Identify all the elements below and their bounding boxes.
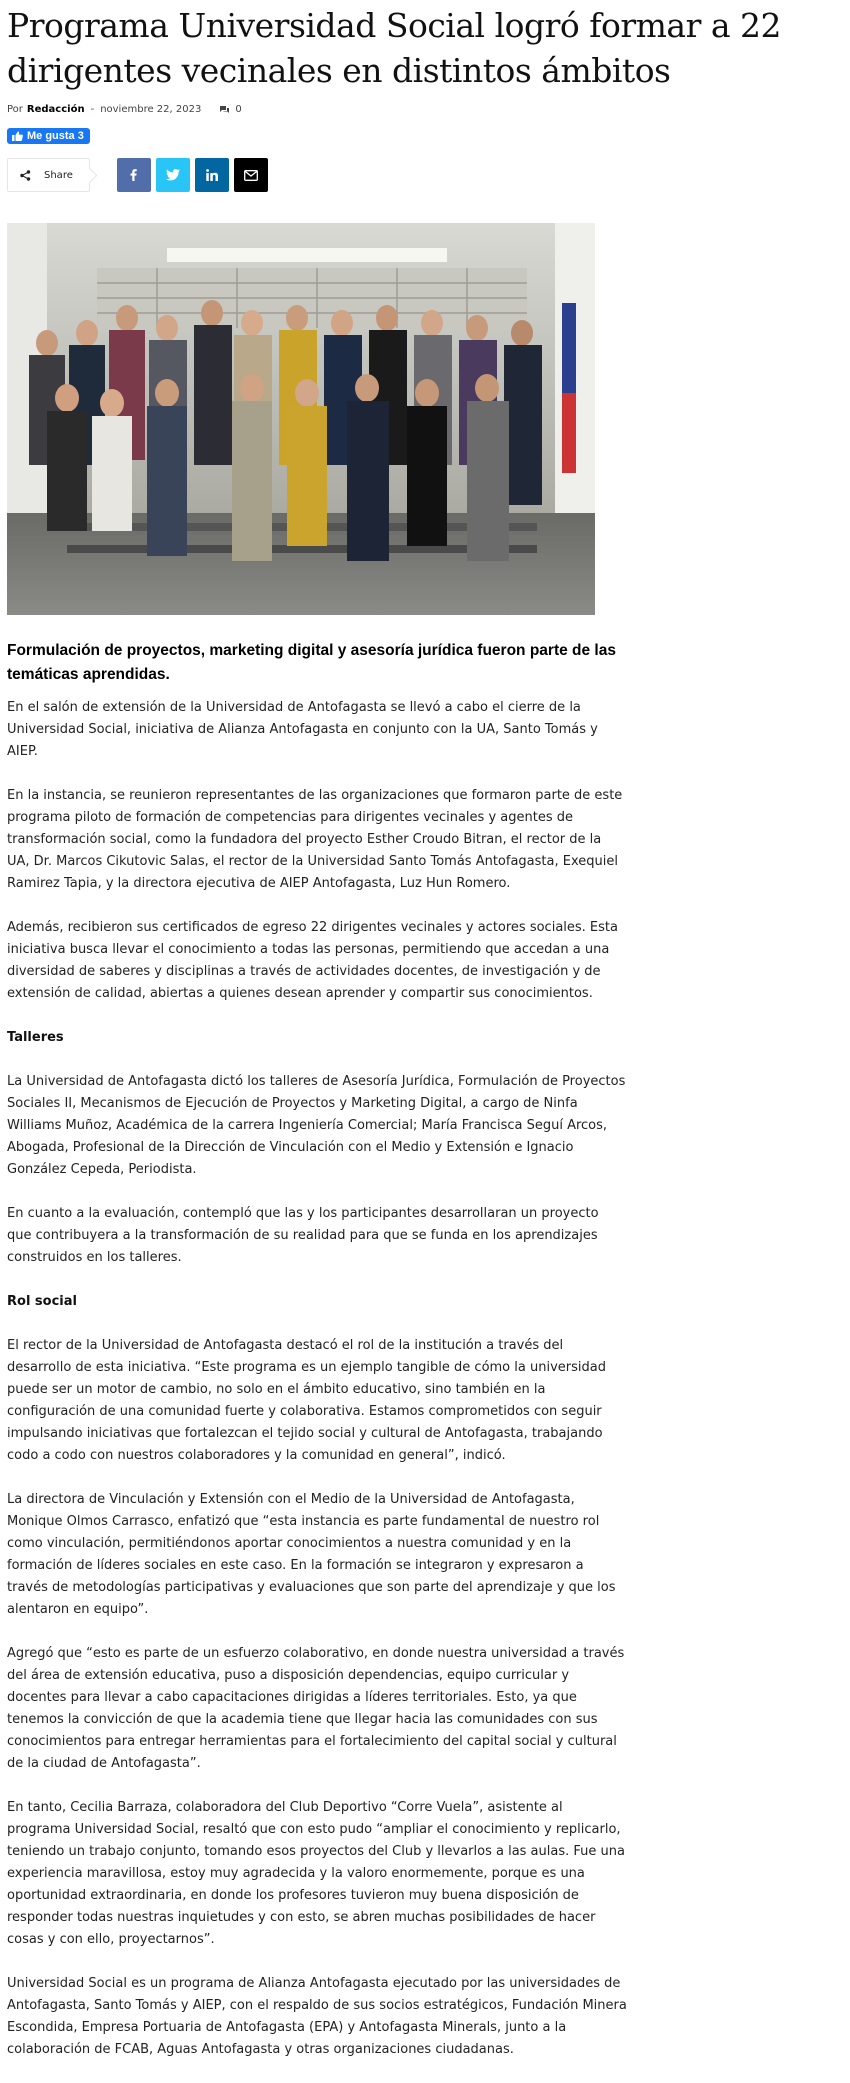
facebook-like-button[interactable] bbox=[7, 128, 90, 144]
facebook-like-label: Me gusta 3 bbox=[27, 130, 84, 142]
paragraph-2: En la instancia, se reunieron representantes de las organizaciones que formaron parte de este programa piloto de formación de competencias para dirigentes vecinales y agentes de transformación social, como la fundadora del proyecto Esther Croudo Bitran, el rector de la UA, Dr. Marcos Cikutovic Salas, el rector de la Universidad Santo Tomás Antofagasta, Exequiel Ramirez Tapia, y la directora ejecutiva de AIEP Antofagasta, Luz Hun Romero. bbox=[7, 788, 623, 891]
paragraph-1: En el salón de extensión de la Universidad de Antofagasta se llevó a cabo el cierre de la Universidad Social, iniciativa de Alianza Antofagasta en conjunto con la UA, Santo Tomás y AIEP. bbox=[7, 700, 598, 759]
article-subtitle: Formulación de proyectos, marketing digital y asesoría jurídica fueron parte de las temáticas aprendidas. bbox=[7, 642, 616, 683]
twitter-share-button[interactable] bbox=[156, 158, 190, 192]
thumbs-up-icon bbox=[12, 131, 23, 141]
email-share-button[interactable] bbox=[234, 158, 268, 192]
linkedin-share-button[interactable] bbox=[195, 158, 229, 192]
linkedin-icon bbox=[206, 169, 218, 181]
article-photo bbox=[7, 223, 595, 615]
publish-date: noviembre 22, 2023 bbox=[100, 103, 202, 115]
paragraph-9: En tanto, Cecilia Barraza, colaboradora del Club Deportivo “Corre Vuela”, asistente al programa Universidad Social, resaltó que con esto pudo “ampliar el conocimiento y replicarlo, teniendo un trabajo conjunto, tomando esos proyectos del Club y llevarlos a las aulas. Fue una experiencia maravillosa, estoy muy agradecida y la valoro enormemente, porque es una oportunidad extraordinaria, en donde los profesores tuvieron muy buena disposición de responder todas nuestras inquietudes y con esto, se abren muchas posibilidades de hacer cosas y con ello, proyectarnos”. bbox=[7, 1800, 625, 1947]
facebook-icon bbox=[130, 169, 137, 181]
article-title: Programa Universidad Social logró formar a 22 dirigentes vecinales en distintos ámbitos bbox=[7, 6, 781, 90]
paragraph-8: Agregó que “esto es parte de un esfuerzo colaborativo, en donde nuestra universidad a través del área de extensión educativa, puso a disposición dependencias, equipo curricular y docentes para llevar a cabo capacitaciones dirigidas a líderes territoriales. Esto, ya que tenemos la convicción de que la academia tiene que llegar hacia las comunidades con sus conocimientos para entregar herramientas para el fortalecimiento del capital social y cultural de la ciudad de Antofagasta”. bbox=[7, 1646, 625, 1771]
author-link[interactable]: Redacción bbox=[26, 103, 85, 115]
article bbox=[7, 0, 843, 2083]
twitter-icon bbox=[166, 169, 180, 181]
meta-by: Por bbox=[7, 103, 23, 115]
share-icon bbox=[20, 170, 31, 181]
section-heading-rol-social: Rol social bbox=[7, 1294, 77, 1309]
paragraph-7: La directora de Vinculación y Extensión con el Medio de la Universidad de Antofagasta, Monique Olmos Carrasco, enfatizó que “esta instancia es parte fundamental de nuestro rol como vinculación, permitiéndonos aportar conocimientos a nuestra comunidad y en la formación de líderes sociales en este caso. En la formación se integraron y expresaron a través de metodologías participativas y evaluaciones que son parte del aprendizaje y que los alentaron en equipo”. bbox=[7, 1492, 616, 1617]
share-bar bbox=[7, 158, 843, 192]
section-heading-talleres: Talleres bbox=[7, 1030, 64, 1045]
paragraph-3: Además, recibieron sus certificados de egreso 22 dirigentes vecinales y actores sociales. Esta iniciativa busca llevar el conocimiento a todas las personas, permitiendo que accedan a una diversidad de saberes y disciplinas a través de actividades docentes, de investigación y de extensión de calidad, abiertas a quienes desean aprender y compartir sus conocimientos. bbox=[7, 920, 618, 1001]
share-button[interactable] bbox=[7, 158, 90, 192]
article-meta bbox=[7, 101, 843, 117]
share-label: Share bbox=[44, 169, 73, 181]
group-photo-image bbox=[7, 223, 595, 615]
facebook-share-button[interactable] bbox=[117, 158, 151, 192]
comment-icon bbox=[219, 105, 230, 114]
paragraph-10: Universidad Social es un programa de Alianza Antofagasta ejecutado por las universidades de Antofagasta, Santo Tomás y AIEP, con el respaldo de sus socios estratégicos, Fundación Minera Escondida, Empresa Portuaria de Antofagasta (EPA) y Antofagasta Minerals, junto a la colaboración de FCAB, Aguas Antofagasta y otras organizaciones ciudadanas. bbox=[7, 1976, 627, 2057]
paragraph-5: En cuanto a la evaluación, contempló que las y los participantes desarrollaran un proyecto que contribuyera a la transformación de su realidad para que se funda en los aprendizajes construidos en los talleres. bbox=[7, 1206, 599, 1265]
email-icon bbox=[244, 170, 258, 181]
comments-link[interactable] bbox=[219, 104, 241, 115]
paragraph-6: El rector de la Universidad de Antofagasta destacó el rol de la institución a través del desarrollo de esta iniciativa. “Este programa es un ejemplo tangible de cómo la universidad puede ser un motor de cambio, no solo en el ámbito educativo, sino también en la configuración de una comunidad fuerte y colaborativa. Estamos comprometidos con seguir impulsando iniciativas que fortalezcan el tejido social y cultural de Antofagasta, trabajando codo a codo con nuestros colaboradores y la comunidad en general”, indicó. bbox=[7, 1338, 606, 1463]
article-body bbox=[7, 697, 627, 2061]
meta-separator: - bbox=[90, 103, 95, 115]
paragraph-4: La Universidad de Antofagasta dictó los talleres de Asesoría Jurídica, Formulación de Proyectos Sociales II, Mecanismos de Ejecución de Proyectos y Marketing Digital, a cargo de Ninfa Williams Muñoz, Académica de la carrera Ingeniería Comercial; María Francisca Seguí Arcos, Abogada, Profesional de la Dirección de Vinculación con el Medio y Extensión e Ignacio González Cepeda, Periodista. bbox=[7, 1074, 626, 1177]
comments-count: 0 bbox=[235, 103, 242, 115]
